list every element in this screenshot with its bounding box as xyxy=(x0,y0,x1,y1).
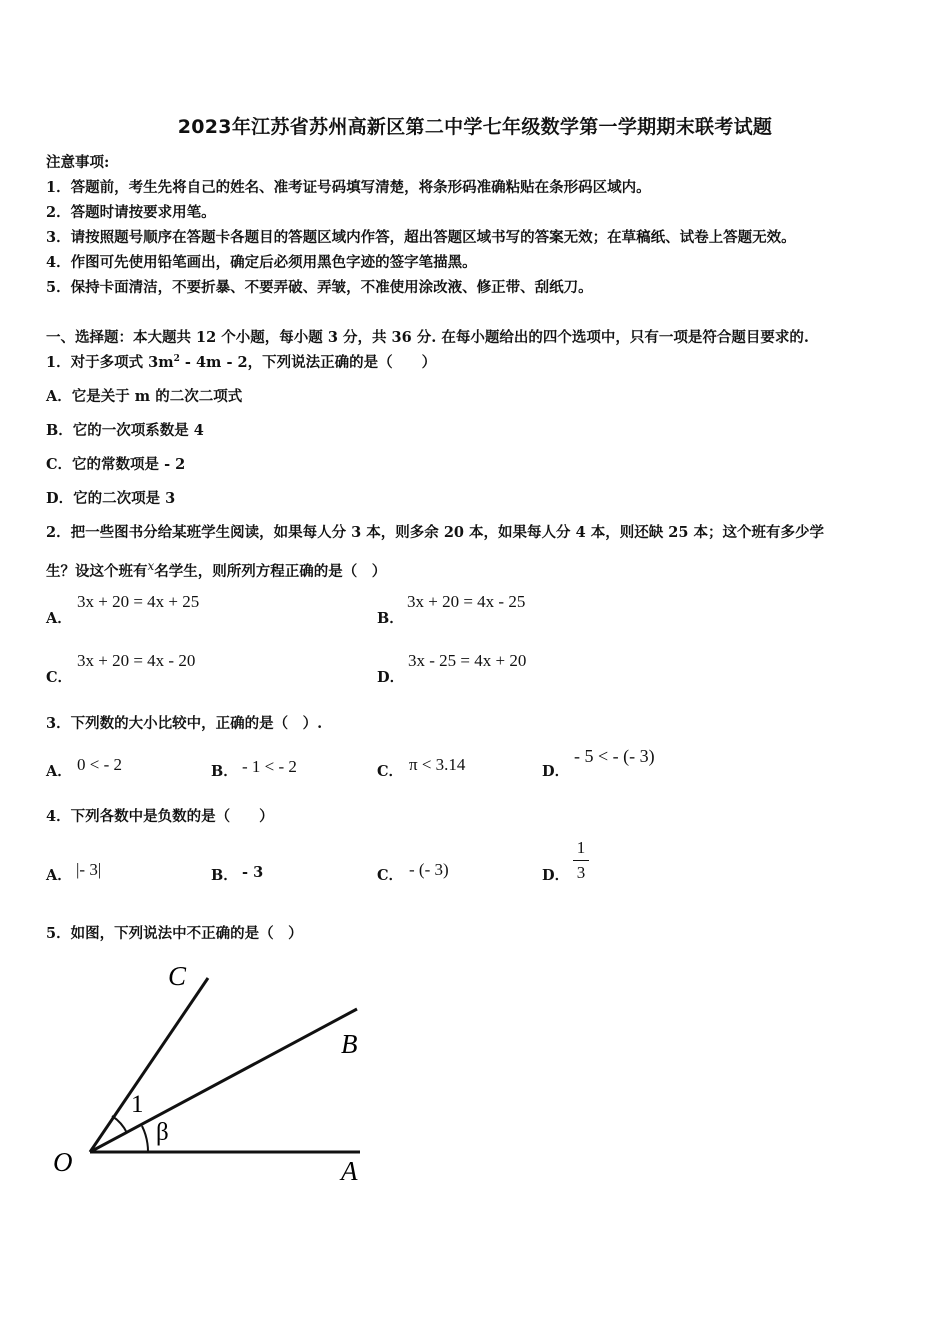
notice-item: 2．答题时请按要求用笔。 xyxy=(46,204,216,221)
angle-beta-arc xyxy=(142,1126,148,1152)
notice-heading: 注意事项: xyxy=(46,154,110,171)
q1-option-d: D．它的二次项是 3 xyxy=(46,490,176,507)
q3-label-c: C． xyxy=(377,763,404,780)
q2-label-b: B． xyxy=(377,610,404,627)
q2-stem-a: 生？设这个班有 xyxy=(46,562,148,580)
label-angle-beta: β xyxy=(156,1119,169,1146)
notice-item: 5．保持卡面清洁，不要折暴、不要弄破、弄皱，不准使用涂改液、修正带、刮纸刀。 xyxy=(46,279,593,296)
q4-label-d: D． xyxy=(542,867,570,884)
angle-1-arc xyxy=(112,1116,127,1133)
q2-option-b: 3x + 20 = 4x - 25 xyxy=(407,592,526,611)
q4-option-c: - (- 3) xyxy=(409,860,449,879)
label-a: A xyxy=(341,1156,358,1186)
q1-option-a: A．它是关于 m 的二次二项式 xyxy=(46,388,243,405)
question-5-stem: 5．如图，下列说法中不正确的是（ ） xyxy=(46,925,303,942)
q3-option-d: - 5 < - (- 3) xyxy=(574,746,655,766)
question-2-stem-line1: 2．把一些图书分给某班学生阅读，如果每人分 3 本，则多余 20 本，如果每人分 4 本，则还缺 25 本；这个班有多少学 xyxy=(46,524,825,541)
question-1-stem xyxy=(46,351,436,372)
notice-item: 4．作图可先使用铅笔画出，确定后必须用黑色字迹的签字笔描黑。 xyxy=(46,254,477,271)
q4-option-d-fraction xyxy=(573,838,589,883)
ray-ob xyxy=(90,1009,357,1152)
q3-label-b: B． xyxy=(211,763,238,780)
q4-label-c: C． xyxy=(377,867,404,884)
q3-option-a: 0 < - 2 xyxy=(77,755,122,774)
q1-stem-b: - 4m - 2，下列说法正确的是（ ） xyxy=(179,354,437,371)
q3-option-b: - 1 < - 2 xyxy=(242,757,297,776)
label-b: B xyxy=(341,1029,358,1059)
q4-label-b: B． xyxy=(211,867,238,884)
q3-label-d: D． xyxy=(542,763,570,780)
section-heading: 一、选择题：本大题共 12 个小题，每小题 3 分，共 36 分. 在每小题给出的四个选项中，只有一项是符合题目要求的. xyxy=(46,329,809,346)
ray-oc xyxy=(90,978,208,1152)
q3-label-a: A． xyxy=(46,763,72,780)
label-o: O xyxy=(53,1147,73,1177)
fraction-denominator: 3 xyxy=(576,863,586,882)
q4-option-b: - 3 xyxy=(242,864,264,881)
q1-stem-sup: 2 xyxy=(173,354,180,365)
angle-figure xyxy=(0,950,420,1200)
q1-option-c: C．它的常数项是 - 2 xyxy=(46,456,186,473)
label-angle-1: 1 xyxy=(131,1091,144,1118)
q2-variable: x xyxy=(147,559,155,573)
q2-option-a: 3x + 20 = 4x + 25 xyxy=(77,592,200,611)
label-c: C xyxy=(168,961,187,991)
q2-stem-b: 名学生，则所列方程正确的是（ ） xyxy=(154,562,387,580)
q2-option-d: 3x - 25 = 4x + 20 xyxy=(408,651,527,670)
question-2-stem-line2 xyxy=(46,559,386,581)
q1-option-b: B．它的一次项系数是 4 xyxy=(46,422,204,439)
q4-label-a: A． xyxy=(46,867,72,884)
notice-item: 1．答题前，考生先将自己的姓名、准考证号码填写清楚，将条形码准确粘贴在条形码区域内。 xyxy=(46,179,651,196)
q4-option-a: |- 3| xyxy=(76,860,102,879)
q2-label-d: D． xyxy=(377,669,405,686)
fraction-bar xyxy=(573,860,589,861)
q2-option-c: 3x + 20 = 4x - 20 xyxy=(77,651,196,670)
q2-label-a: A． xyxy=(46,610,72,627)
question-4-stem: 4．下列各数中是负数的是（ ） xyxy=(46,808,274,825)
notice-item: 3．请按照题号顺序在答题卡各题目的答题区域内作答，超出答题区域书写的答案无效；在草稿纸、试卷上答题无效。 xyxy=(46,229,796,246)
q1-stem-a: 1．对于多项式 3m xyxy=(46,354,174,371)
q3-option-c: π < 3.14 xyxy=(409,755,466,774)
q2-label-c: C． xyxy=(46,669,73,686)
page-title: 2023年江苏省苏州高新区第二中学七年级数学第一学期期末联考试题 xyxy=(177,116,773,138)
fraction-numerator: 1 xyxy=(576,838,586,857)
question-3-stem: 3．下列数的大小比较中，正确的是（ ）. xyxy=(46,715,323,732)
